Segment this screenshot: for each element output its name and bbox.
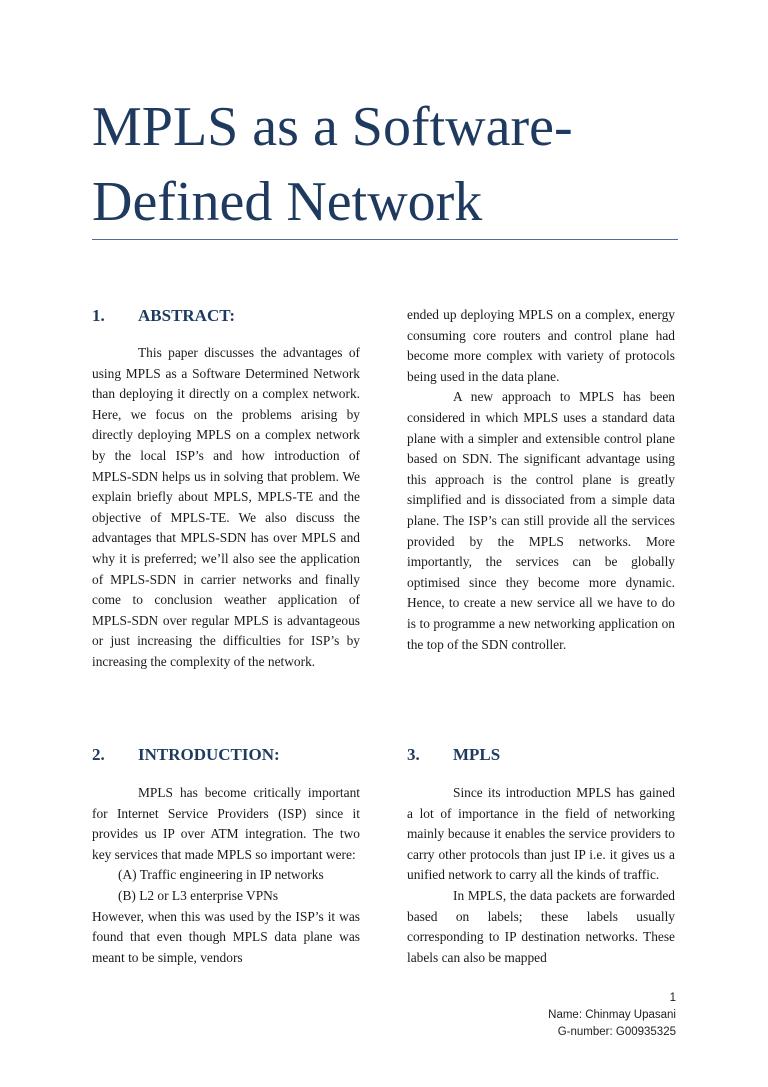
- mpls-number: 3.: [407, 745, 420, 764]
- abstract-title: ABSTRACT:: [138, 306, 235, 325]
- introduction-title: INTRODUCTION:: [138, 745, 280, 764]
- mpls-section: [407, 783, 675, 968]
- page-footer: [376, 990, 676, 1041]
- introduction-list-item-b: (B) L2 or L3 enterprise VPNs: [118, 887, 279, 903]
- introduction-section: [92, 783, 360, 968]
- abstract-heading: [92, 305, 360, 327]
- mpls-title: MPLS: [453, 745, 501, 764]
- author-name: Name: Chinmay Upasani: [548, 1009, 676, 1021]
- continuation-paragraph-2: A new approach to MPLS has been considered in which MPLS uses a standard data plane with a simpler and extensible control plane based on SDN. The significant advantage using this approach is the control plane is greatly simplified and is dissociated from a simple data plane. The ISP’s can still provide all the services provided by the MPLS networks. More importantly, the services can be globally optimised since they become more dynamic. Hence, to create a new service all we have to do is to programme a new networking application on the top of the SDN controller.: [407, 389, 675, 652]
- introduction-paragraph-2: However, when this was used by the ISP’s it was found that even though MPLS data plane was meant to be simple, vendors: [92, 908, 360, 965]
- abstract-paragraph: This paper discusses the advantages of using MPLS as a Software Determined Network than deploying it directly on a complex network. Here, we focus on the problems arising by directly deploying MPLS on a complex network by the local ISP’s and how introduction of MPLS-SDN helps us in solving that problem. We explain briefly about MPLS, MPLS-TE and the objective of MPLS-TE. We also discuss the advantages that MPLS-SDN has over MPLS and why it is preferred; we’ll also see the application of MPLS-SDN in carrier networks and finally come to conclusion weather application of MPLS-SDN over regular MPLS is advantageous or just increasing the difficulties for ISP’s by increasing the complexity of the network.: [92, 345, 360, 669]
- page-number: 1: [669, 992, 676, 1004]
- introduction-heading: [92, 744, 360, 766]
- mpls-paragraph-1: Since its introduction MPLS has gained a lot of importance in the field of networking mainly because it enables the service providers to carry other protocols than just IP i.e. it gives us a unified network to carry all the kinds of traffic.: [407, 785, 675, 883]
- introduction-list-item-a: (A) Traffic engineering in IP networks: [118, 867, 324, 883]
- abstract-number: 1.: [92, 306, 105, 325]
- introduction-paragraph-1: MPLS has become critically important for Internet Service Providers (ISP) since it provides us IP over ATM integration. The two key services that made MPLS so important were:: [92, 785, 360, 862]
- introduction-continuation: [407, 305, 675, 655]
- title-rule: [92, 239, 678, 240]
- mpls-heading: [407, 744, 675, 766]
- document-title: MPLS as a Software-Defined Network: [92, 96, 573, 233]
- introduction-number: 2.: [92, 745, 105, 764]
- continuation-paragraph-1: ended up deploying MPLS on a complex, energy consuming core routers and control plane had become more complex with variety of protocols being used in the data plane.: [407, 307, 675, 384]
- author-g-number: G-number: G00935325: [557, 1026, 676, 1038]
- abstract-section: [92, 343, 360, 673]
- mpls-paragraph-2: In MPLS, the data packets are forwarded based on labels; these labels usually corresponding to IP destination networks. These labels can also be mapped: [407, 887, 675, 965]
